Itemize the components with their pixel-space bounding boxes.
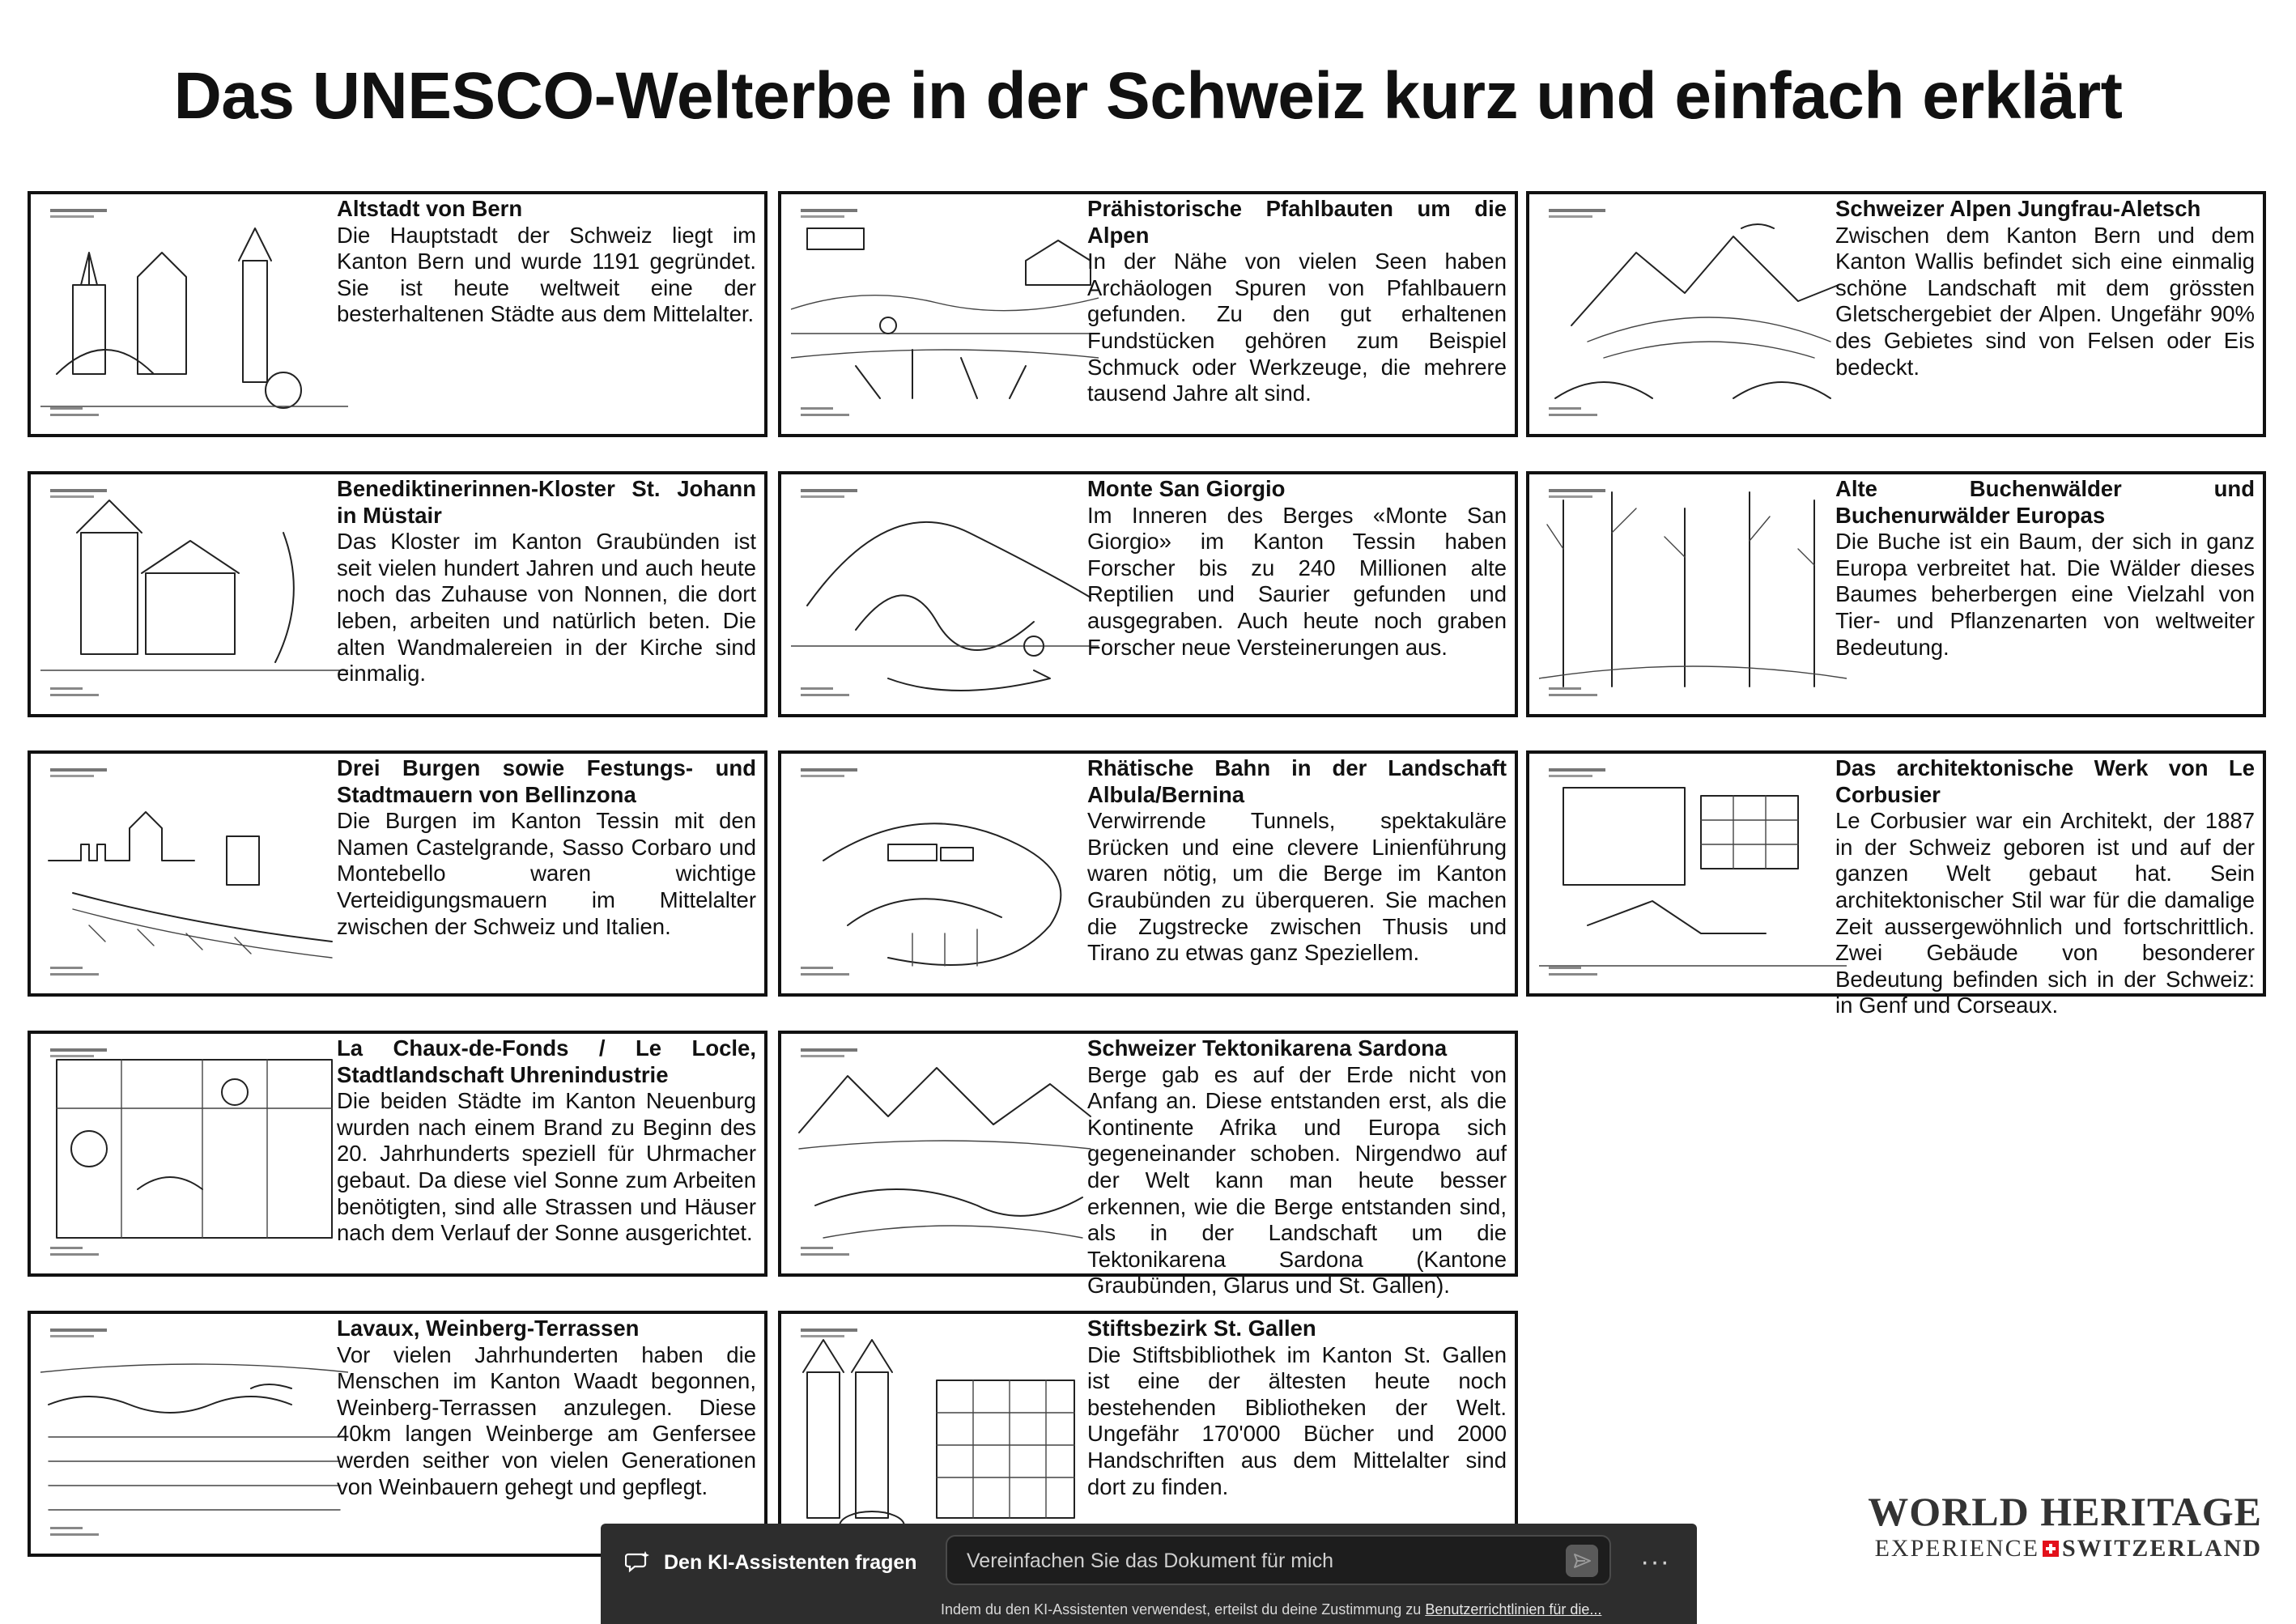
card-body: [1087, 196, 1507, 407]
card-title: La Chaux-de-Fonds / Le Locle, Stadtlandschaft Uhrenindustrie: [337, 1035, 756, 1087]
swiss-flag-icon: [2043, 1541, 2059, 1557]
illustration-monte-san-giorgio: [791, 484, 1099, 704]
illustration-stiftsbezirk-st-gallen: [791, 1324, 1099, 1544]
card-body: [1087, 1316, 1507, 1500]
card-text: Die Stiftsbibliothek im Kanton St. Gallen ist eine der ältesten heute noch bestehenden Bibliotheken der Welt. Ungefähr 170'000 Bücher und 2000 Handschriften aus dem Mittelalter sind dort zu finden.: [1087, 1341, 1507, 1499]
ai-assistant-bar: [601, 1524, 1697, 1624]
more-horizontal-icon[interactable]: ···: [1640, 1546, 1670, 1577]
card-title: Das architektonische Werk von Le Corbusier: [1835, 755, 2255, 807]
card-body: [1835, 476, 2255, 661]
ask-ai-assistant-button[interactable]: Den KI-Assistenten fragen: [664, 1551, 917, 1574]
card-text: Die Buche ist ein Baum, der sich in ganz Europa verbreitet hat. Die Wälder dieses Baumes beherbergen eine Vielzahl von Tier- und Pflanzenarten von weltweiter Bedeutung.: [1835, 529, 2255, 660]
card-pfahlbauten: [778, 191, 1518, 437]
card-body: [1835, 196, 2255, 380]
ai-prompt-placeholder: Vereinfachen Sie das Dokument für mich: [967, 1550, 1334, 1572]
card-altstadt-bern: [28, 191, 767, 437]
illustration-lavaux: [40, 1324, 348, 1544]
illustration-rhaetische-bahn: [791, 763, 1099, 984]
card-body: [337, 1316, 756, 1500]
card-title: Benediktinerinnen-Kloster St. Johann in Müstair: [337, 476, 756, 528]
illustration-kloster-muestair: [40, 484, 348, 704]
card-title: Rhätische Bahn in der Landschaft Albula/Bernina: [1087, 755, 1507, 807]
card-body: [337, 196, 756, 328]
logo-line-2b: SWITZERLAND: [2061, 1535, 2262, 1562]
card-title: Prähistorische Pfahlbauten um die Alpen: [1087, 196, 1507, 248]
card-stiftsbezirk-st-gallen: [778, 1311, 1518, 1557]
ai-prompt-input[interactable]: [946, 1535, 1611, 1585]
card-text: Die Burgen im Kanton Tessin mit den Namen Castelgrande, Sasso Corbaro und Montebello waren wichtige Verteidigungsmauern im Mittelalter zwischen der Schweiz und Italien.: [337, 808, 756, 939]
consent-text: Indem du den KI-Assistenten verwendest, erteilst du deine Zustimmung zu: [941, 1601, 1426, 1618]
logo-line-2a: EXPERIENCE: [1874, 1535, 2039, 1562]
card-le-corbusier: [1526, 750, 2266, 1018]
card-title: Altstadt von Bern: [337, 196, 523, 221]
card-title: Stiftsbezirk St. Gallen: [1087, 1316, 1316, 1341]
card-chaux-de-fonds: [28, 1031, 767, 1277]
card-body: [1087, 755, 1507, 967]
card-text: Verwirrende Tunnels, spektakuläre Brücken und eine clevere Linienführung waren nötig, um die Berge im Kanton Graubünden zu überqueren. Sie machen die Zugstrecke zwischen Thusis und Tirano zu etwas ganz Speziellem.: [1087, 808, 1507, 966]
card-body: [337, 755, 756, 940]
card-burgen-bellinzona: [28, 750, 767, 997]
card-body: [1087, 476, 1507, 661]
consent-link[interactable]: Benutzerrichtlinien für die...: [1425, 1601, 1602, 1618]
logo-line-1: WORLD HERITAGE: [1868, 1489, 2262, 1534]
illustration-chaux-de-fonds: [40, 1044, 348, 1264]
card-text: Das Kloster im Kanton Graubünden ist seit vielen hundert Jahren und auch heute noch das Zuhause von Nonnen, die dort leben, arbeiten und natürlich beten. Die alten Wandmalereien in der Kirche sind einmalig.: [337, 529, 756, 687]
card-monte-san-giorgio: [778, 471, 1518, 717]
card-text: Vor vielen Jahrhunderten haben die Menschen im Kanton Waadt begonnen, Weinberg-Terrassen anzulegen. Diese 40km langen Weinberge am Genfersee werden seither von vielen Generationen von Weinbauern gehegt und gepflegt.: [337, 1341, 756, 1499]
card-text: Berge gab es auf der Erde nicht von Anfang an. Diese entstanden erst, als die Kontinente Afrika und Europa sich gegeneinander schoben. Nirgendwo auf der Welt kann man heute besser erkennen, wie die Berge entstanden sind, als in der Landschaft um die Tektonikarena Sardona (Kantone Graubünden, Glarus und St. Gallen).: [1087, 1061, 1507, 1299]
card-title: Lavaux, Weinberg-Terrassen: [337, 1316, 640, 1341]
ai-sparkle-chat-icon[interactable]: [625, 1550, 651, 1575]
card-text: Die beiden Städte im Kanton Neuenburg wurden nach einem Brand zu Beginn des 20. Jahrhunderts speziell für Uhrmacher gebaut. Da diese viel Sonne zum Arbeiten benötigten, sind alle Strassen und Häuser nach dem Verlauf der Sonne ausgerichtet.: [337, 1088, 756, 1246]
illustration-jungfrau-aletsch: [1539, 204, 1847, 424]
illustration-buchenwaelder: [1539, 484, 1847, 704]
card-title: Alte Buchenwälder und Buchenurwälder Europas: [1835, 476, 2255, 528]
card-buchenwaelder: [1526, 471, 2266, 717]
card-title: Schweizer Tektonikarena Sardona: [1087, 1035, 1448, 1061]
card-body: [337, 476, 756, 687]
card-rhaetische-bahn: [778, 750, 1518, 997]
illustration-altstadt-bern: [40, 204, 348, 424]
card-title: Schweizer Alpen Jungfrau-Aletsch: [1835, 196, 2201, 221]
page-title: Das UNESCO-Welterbe in der Schweiz kurz und einfach erklärt: [173, 59, 2123, 133]
send-arrow-icon[interactable]: [1566, 1545, 1598, 1577]
card-text: Die Hauptstadt der Schweiz liegt im Kanton Bern und wurde 1191 gegründet. Sie ist heute weltweit eine der besterhaltenen Städte aus dem Mittelalter.: [337, 222, 756, 327]
card-lavaux: [28, 1311, 767, 1557]
card-body: [1835, 755, 2255, 1019]
card-text: Im Inneren des Berges «Monte San Giorgio» im Kanton Tessin haben Forscher bis zu 240 Millionen alte Reptilien und Saurier gefunden und ausgegraben. Auch heute noch graben Forscher neue Versteinerungen aus.: [1087, 502, 1507, 660]
illustration-pfahlbauten: [791, 204, 1099, 424]
card-title: Monte San Giorgio: [1087, 476, 1286, 501]
illustration-burgen-bellinzona: [40, 763, 348, 984]
card-jungfrau-aletsch: [1526, 191, 2266, 437]
card-text: Zwischen dem Kanton Bern und dem Kanton Wallis befindet sich eine einmalig schöne Landschaft mit dem grössten Gletschergebiet der Alpen. Ungefähr 90% des Gebietes sind von Felsen oder Eis bedeckt.: [1835, 222, 2255, 380]
illustration-le-corbusier: [1539, 763, 1847, 984]
illustration-tektonikarena-sardona: [791, 1044, 1099, 1264]
card-tektonikarena-sardona: [778, 1031, 1518, 1299]
card-body: [337, 1035, 756, 1247]
ai-consent-text: [941, 1601, 1601, 1618]
card-title: Drei Burgen sowie Festungs- und Stadtmauern von Bellinzona: [337, 755, 756, 807]
card-text: Le Corbusier war ein Architekt, der 1887 in der Schweiz geboren ist und auf der ganzen Welt gebaut hat. Sein architektonischer Stil war für die damalige Zeit aussergewöhnlich und fortschrittlich. Zwei Gebäude von besonderer Bedeutung befinden sich in der Schweiz: in Genf und Corseaux.: [1835, 808, 2255, 1018]
world-heritage-logo: [1868, 1491, 2262, 1561]
card-text: In der Nähe von vielen Seen haben Archäologen Spuren von Pfahlbauern gefunden. Zu den gut erhaltenen Fundstücken gehören zum Beispiel Schmuck oder Werkzeuge, die mehrere tausend Jahre alt sind.: [1087, 249, 1507, 406]
card-kloster-muestair: [28, 471, 767, 717]
card-body: [1087, 1035, 1507, 1299]
